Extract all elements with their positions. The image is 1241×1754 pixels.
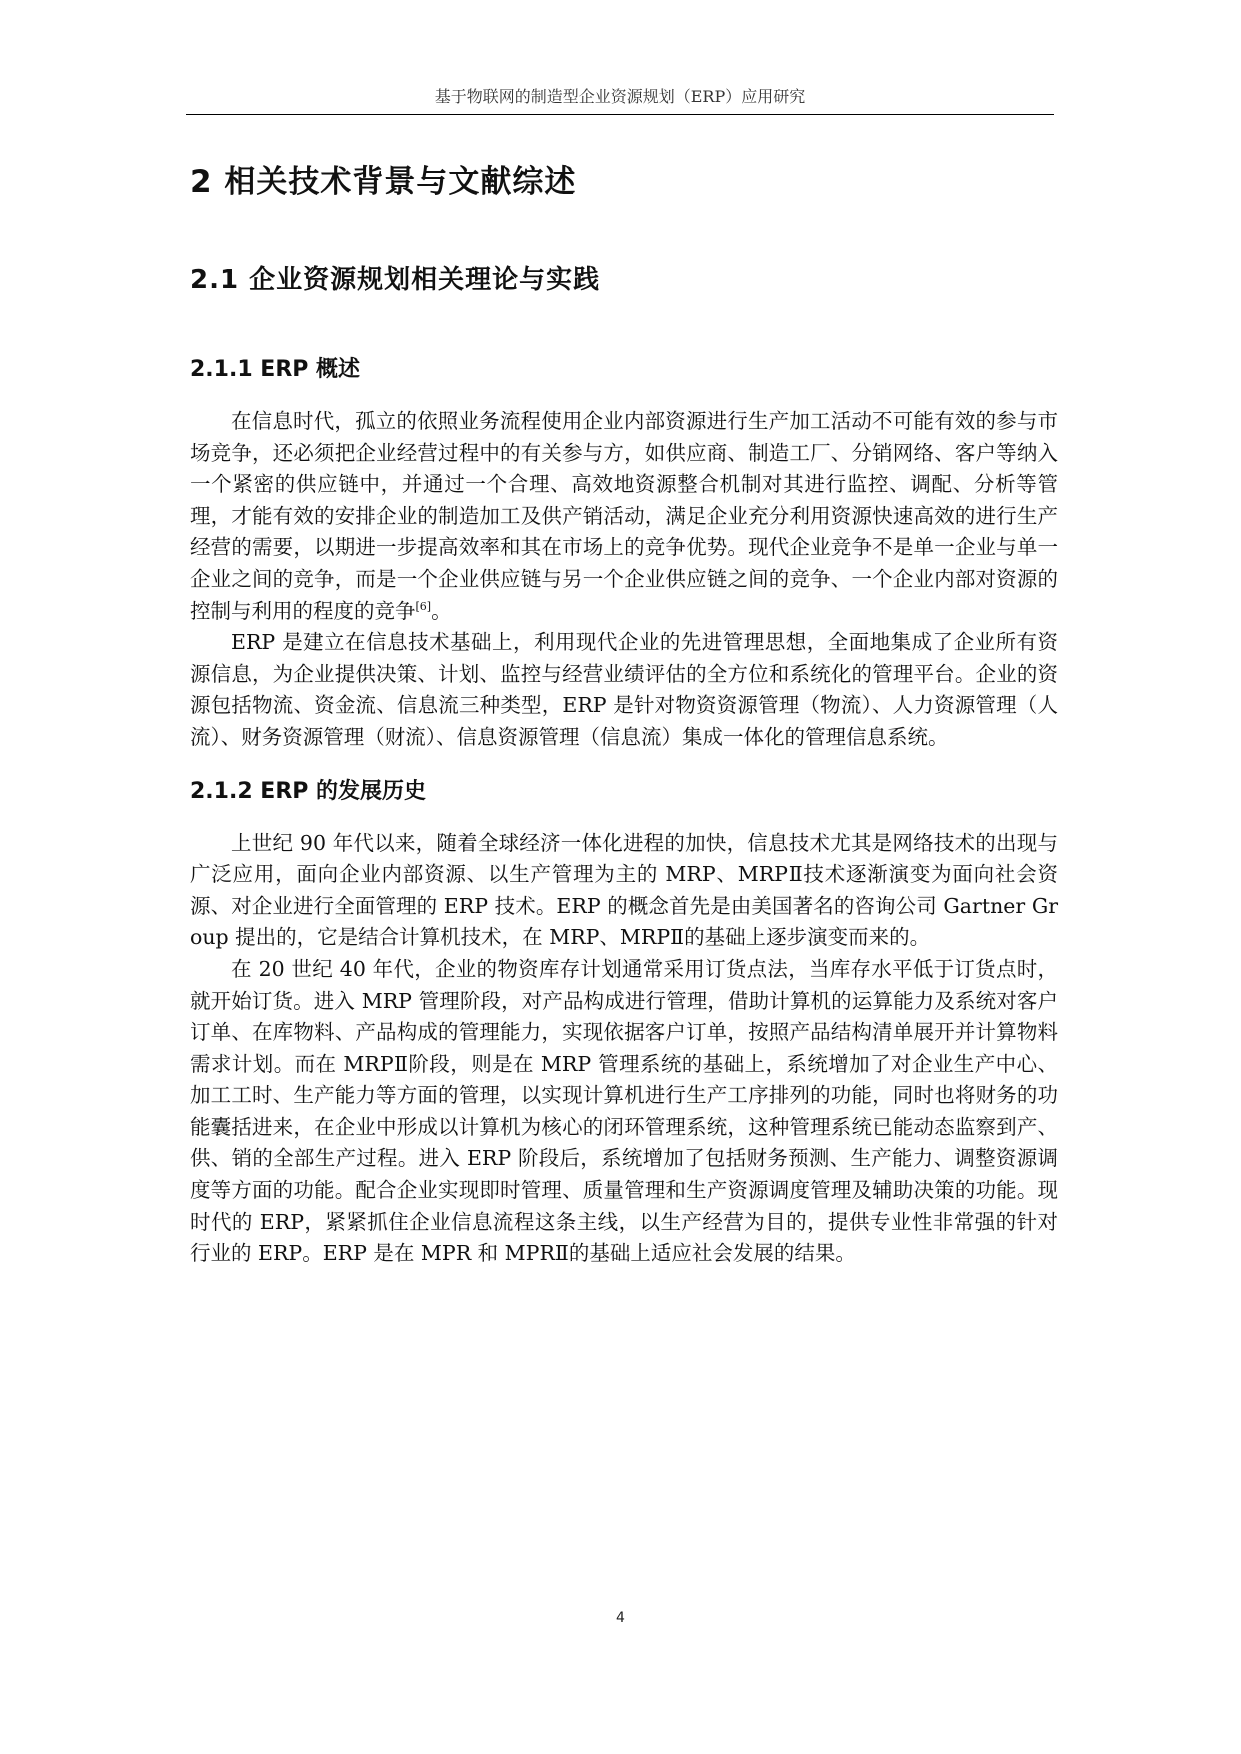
page-number: 4	[616, 1610, 625, 1626]
paragraph-trail: 。	[431, 598, 452, 623]
section-title: 2.1 企业资源规划相关理论与实践	[190, 265, 601, 295]
page-header	[186, 86, 1054, 115]
page-content	[190, 160, 1058, 1270]
body-paragraph: 在 20 世纪 40 年代，企业的物资库存计划通常采用订货点法，当库存水平低于订货点时，就开始订货。进入 MRP 管理阶段，对产品构成进行管理，借助计算机的运算能力及系统对客户订单、在库物料、产品构成的管理能力，实现依据客户订单，按照产品结构清单展开并计算物料需求计划。而在 MRPⅡ阶段，则是在 MRP 管理系统的基础上，系统增加了对企业生产中心、加工工时、生产能力等方面的管理，以实现计算机进行生产工序排列的功能，同时也将财务的功能囊括进来，在企业中形成以计算机为核心的闭环管理系统，这种管理系统已能动态监察到产、供、销的全部生产过程。进入 ERP 阶段后，系统增加了包括财务预测、生产能力、调整资源调度等方面的功能。配合企业实现即时管理、质量管理和生产资源调度管理及辅助决策的功能。现时代的 ERP，紧紧抓住企业信息流程这条主线，以生产经营为目的，提供专业性非常强的针对行业的 ERP。ERP 是在 MPR 和 MPRⅡ的基础上适应社会发展的结果。	[190, 956, 1058, 1266]
body-paragraph: ERP 是建立在信息技术基础上，利用现代企业的先进管理思想，全面地集成了企业所有资源信息，为企业提供决策、计划、监控与经营业绩评估的全方位和系统化的管理平台。企业的资源包括物流、资金流、信息流三种类型，ERP 是针对物资资源管理（物流）、人力资源管理（人流）、财务资源管理（财流）、信息资源管理（信息流）集成一体化的管理信息系统。	[190, 630, 1058, 749]
subsection-erp-history	[190, 776, 1058, 1270]
subsection-erp-overview	[190, 354, 1058, 754]
paragraph-text: 在信息时代，孤立的依照业务流程使用企业内部资源进行生产加工活动不可能有效的参与市场竞争，还必须把企业经营过程中的有关参与方，如供应商、制造工厂、分销网络、客户等纳入一个紧密的供应链中，并通过一个合理、高效地资源整合机制对其进行监控、调配、分析等管理，才能有效的安排企业的制造加工及供产销活动，满足企业充分利用资源快速高效的进行生产经营的需要，以期进一步提高效率和其在市场上的竞争优势。现代企业竞争不是单一企业与单一企业之间的竞争，而是一个企业供应链与另一个企业供应链之间的竞争、一个企业内部对资源的控制与利用的程度的竞争	[190, 409, 1058, 623]
chapter-title: 2 相关技术背景与文献综述	[190, 164, 577, 200]
body-paragraph	[190, 406, 1058, 627]
subsection-title: 2.1.1 ERP 概述	[190, 357, 361, 382]
running-title: 基于物联网的制造型企业资源规划（ERP）应用研究	[434, 87, 806, 106]
subsection-title: 2.1.2 ERP 的发展历史	[190, 778, 427, 804]
citation-mark: [6]	[415, 599, 432, 613]
body-paragraph: 上世纪 90 年代以来，随着全球经济一体化进程的加快，信息技术尤其是网络技术的出现与广泛应用，面向企业内部资源、以生产管理为主的 MRP、MRPⅡ技术逐渐演变为面向社会资源、对企业进行全面管理的 ERP 技术。ERP 的概念首先是由美国著名的咨询公司 Gartner Group 提出的，它是结合计算机技术，在 MRP、MRPⅡ的基础上逐步演变而来的。	[190, 830, 1058, 950]
